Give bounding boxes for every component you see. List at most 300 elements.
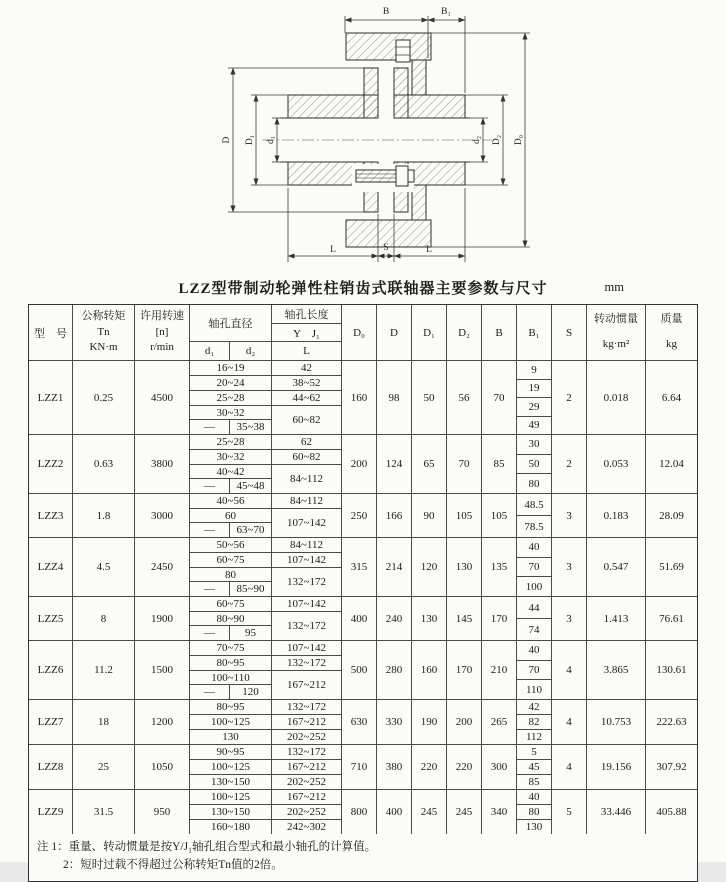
bore-diameter-row: 25~28 [216, 392, 245, 404]
bore-length-group [190, 553, 341, 568]
dim-D-cell: 280 [377, 641, 412, 699]
dim-D0-cell: 630 [342, 700, 377, 744]
header-d2: d₂ [245, 345, 256, 357]
bore-diameter-column [190, 553, 272, 567]
table-row [29, 641, 697, 700]
dim-D0-cell: 315 [342, 538, 377, 596]
bore-diameter-column [190, 760, 272, 774]
bore-cell [190, 745, 342, 789]
dim-label-D2: D₂ [492, 134, 502, 146]
torque-cell: 31.5 [73, 790, 135, 834]
bore-diameter-row: 60~75 [216, 598, 245, 610]
speed-cell: 950 [135, 790, 190, 834]
dim-D2-cell: 145 [447, 597, 482, 640]
torque-cell: 25 [73, 745, 135, 789]
bore-length-cell: 44~62 [292, 392, 321, 404]
dim-D0-cell: 800 [342, 790, 377, 834]
bore-diameter-column [190, 671, 272, 699]
header-bore [190, 305, 342, 360]
b1-value-cell: 112 [525, 731, 543, 743]
bore-diameter-row: 90~95 [216, 746, 245, 758]
torque-cell: 0.25 [73, 361, 135, 434]
header-d1: d₁ [190, 342, 230, 360]
bore-diameter-row: 130~150 [211, 806, 250, 818]
d1-cell: — [190, 420, 230, 434]
bore-cell [190, 597, 342, 640]
bore-diameter-column [190, 509, 272, 537]
dim-B-cell: 105 [482, 494, 517, 537]
bore-length-group [190, 820, 341, 834]
bore-length-cell: 60~82 [292, 451, 321, 463]
bore-length-cell: 132~172 [287, 657, 326, 669]
header-inertia-line: 转动惯量 [594, 313, 638, 326]
s-cell: 4 [552, 745, 587, 789]
b1-value-cell: 40 [517, 538, 551, 558]
dim-D0-cell: 160 [342, 361, 377, 434]
b1-value-cell: 44 [517, 597, 551, 619]
bore-cell [190, 361, 342, 434]
dim-D0-cell: 400 [342, 597, 377, 640]
b1-value-cell: 48.5 [517, 494, 551, 516]
dim-D-cell: 214 [377, 538, 412, 596]
bore-diameter-row: 80 [190, 568, 271, 582]
bore-length-cell: 62 [301, 436, 312, 448]
d2-cell: 85~90 [236, 583, 265, 595]
bore-cell [190, 790, 342, 834]
bore-diameter-column [190, 361, 272, 375]
bore-length-cell: 84~112 [289, 495, 324, 507]
d2-cell: 63~70 [236, 524, 265, 536]
dim-B-cell: 300 [482, 745, 517, 789]
mass-cell: 76.61 [659, 612, 684, 625]
b1-value-cell: 49 [528, 419, 540, 432]
bore-diameter-column [190, 612, 272, 640]
dim-D-cell: 166 [377, 494, 412, 537]
dim-D1-cell: 120 [412, 538, 447, 596]
speed-cell: 2450 [135, 538, 190, 596]
bore-diameter-column [190, 494, 272, 508]
d1-cell: — [190, 626, 230, 640]
pin-bolt-detail [352, 164, 414, 192]
b1-value-cell: 100 [525, 580, 543, 593]
b1-column [517, 700, 552, 744]
bore-length-group [190, 805, 341, 820]
speed-cell: 3000 [135, 494, 190, 537]
bore-diameter-row: 100~125 [211, 716, 250, 728]
dim-D0-cell: 710 [342, 745, 377, 789]
dim-B-cell: 85 [482, 435, 517, 493]
header-torque [73, 305, 135, 360]
mass-cell: 130.61 [656, 664, 687, 676]
bore-diameter-column [190, 641, 272, 655]
bore-cell [190, 494, 342, 537]
dim-label-D: D [222, 136, 232, 144]
bore-diameter-column [190, 805, 272, 819]
bore-diameter-row: 130~150 [211, 776, 250, 788]
s-cell: 3 [552, 494, 587, 537]
s-cell: 2 [552, 435, 587, 493]
table-row [29, 538, 697, 597]
header-inertia [587, 305, 646, 360]
d2-cell: 120 [242, 686, 259, 698]
table-notes [29, 834, 697, 881]
bore-length-group [190, 509, 341, 537]
bore-length-cell: 167~212 [287, 716, 326, 728]
bore-length-group [190, 376, 341, 391]
inertia-cell: 33.446 [587, 790, 646, 834]
torque-cell: 4.5 [73, 538, 135, 596]
bore-length-group [190, 465, 341, 493]
mass-cell: 28.09 [659, 509, 684, 522]
b1-value-cell: 80 [528, 477, 540, 490]
header-D1: D₁ [412, 305, 447, 360]
table-row [29, 745, 697, 790]
bore-diameter-row: 20~24 [216, 377, 245, 389]
s-cell: 5 [552, 790, 587, 834]
inertia-cell: 0.547 [587, 538, 646, 596]
model-cell: LZZ3 [29, 494, 73, 537]
dim-label-D0: D₀ [514, 134, 524, 146]
bore-length-cell: 60~82 [292, 414, 321, 426]
table-row [29, 700, 697, 745]
bore-cell [190, 700, 342, 744]
dim-D1-cell: 90 [412, 494, 447, 537]
inertia-cell: 19.156 [587, 745, 646, 789]
coupling-section-drawing [0, 0, 726, 272]
dim-B-cell: 135 [482, 538, 517, 596]
page-title: LZZ型带制动轮弹性柱销齿式联轴器主要参数与尺寸 [178, 280, 548, 297]
title-row [0, 272, 726, 302]
s-cell: 3 [552, 538, 587, 596]
dim-label-D1: D₁ [245, 134, 255, 146]
table-body [29, 361, 697, 834]
s-cell: 2 [552, 361, 587, 434]
bore-diameter-column [190, 597, 272, 611]
dim-D2-cell: 245 [447, 790, 482, 834]
b1-value-cell: 80 [517, 805, 551, 820]
speed-cell: 1500 [135, 641, 190, 699]
bore-length-cell: 132~172 [287, 576, 326, 588]
bore-length-group [190, 700, 341, 715]
bore-length-group [190, 775, 341, 789]
bore-length-group [190, 641, 341, 656]
header-bore-length-group [272, 305, 341, 360]
bore-diameter-column [190, 538, 272, 552]
dim-label-L-right: L [426, 245, 432, 255]
header-bore-length: 轴孔长度 [284, 308, 329, 321]
bore-diameter-column [190, 568, 272, 596]
bore-length-group [190, 612, 341, 640]
header-mass-line: 质量 [660, 313, 683, 326]
header-speed-line: 许用转速 [140, 309, 184, 322]
dim-D2-cell: 130 [447, 538, 482, 596]
model-cell: LZZ4 [29, 538, 73, 596]
dim-D1-cell: 160 [412, 641, 447, 699]
bore-diameter-column [190, 376, 272, 390]
b1-value-cell: 29 [517, 398, 551, 417]
bore-length-group [190, 597, 341, 612]
bore-length-cell: 242~302 [287, 821, 326, 833]
b1-value-cell: 78.5 [524, 520, 544, 533]
dim-label-S: S [383, 243, 389, 253]
model-cell: LZZ6 [29, 641, 73, 699]
s-cell: 3 [552, 597, 587, 640]
b1-value-cell: 130 [525, 821, 543, 833]
b1-value-cell: 30 [517, 435, 551, 455]
b1-value-cell: 19 [517, 380, 551, 399]
dim-D-cell: 98 [377, 361, 412, 434]
bore-length-group [190, 745, 341, 760]
torque-cell: 11.2 [73, 641, 135, 699]
bore-length-cell: 202~252 [287, 731, 326, 743]
header-speed-line: r/min [150, 341, 174, 354]
model-cell: LZZ2 [29, 435, 73, 493]
bore-diameter-row: 100~110 [190, 671, 271, 685]
dim-D-cell: 400 [377, 790, 412, 834]
bore-diameter-column [190, 406, 272, 434]
d2-cell: 45~48 [236, 480, 265, 492]
bore-length-group [190, 790, 341, 805]
b1-value-cell: 42 [517, 700, 551, 715]
header-D2: D₂ [447, 305, 482, 360]
bore-length-cell: 132~172 [287, 620, 326, 632]
bore-cell [190, 641, 342, 699]
inertia-cell: 0.053 [587, 435, 646, 493]
speed-cell: 3800 [135, 435, 190, 493]
bore-diameter-row: 80~95 [216, 657, 245, 669]
table-row [29, 597, 697, 641]
b1-value-cell: 110 [525, 683, 543, 696]
table-row [29, 435, 697, 494]
bore-diameter-column [190, 730, 272, 744]
header-torque-line: KN·m [89, 341, 118, 354]
b1-value-cell: 70 [517, 661, 551, 681]
header-inertia-line: kg·m² [602, 337, 630, 350]
dim-D2-cell: 56 [447, 361, 482, 434]
bore-diameter-row [190, 582, 271, 596]
header-speed [135, 305, 190, 360]
torque-cell: 1.8 [73, 494, 135, 537]
bore-length-cell: 38~52 [292, 377, 321, 389]
inertia-cell: 0.018 [587, 361, 646, 434]
model-cell: LZZ8 [29, 745, 73, 789]
header-S: S [552, 305, 587, 360]
parameters-table [28, 304, 698, 882]
header-bore-length-type: Y J₁ [272, 323, 341, 342]
header-bore-diameter: 轴孔直径 [208, 318, 253, 330]
bore-length-group [190, 760, 341, 775]
bore-length-cell: 167~212 [287, 679, 326, 691]
bore-length-cell: 107~142 [287, 598, 326, 610]
dim-B-cell: 265 [482, 700, 517, 744]
inertia-cell: 10.753 [587, 700, 646, 744]
mass-cell: 51.69 [659, 561, 684, 573]
bore-length-group [190, 568, 341, 596]
coupling-drawing-svg [0, 0, 726, 272]
b1-column [517, 790, 552, 834]
unit-label: mm [604, 280, 624, 294]
bore-diameter-column [190, 715, 272, 729]
b1-value-cell: 70 [517, 558, 551, 578]
header-D: D [377, 305, 412, 360]
d1-cell: — [190, 479, 230, 493]
bore-length-group [190, 391, 341, 406]
header-D0: D₀ [342, 305, 377, 360]
bore-diameter-column [190, 450, 272, 464]
bore-diameter-row: 50~56 [216, 539, 245, 551]
dim-D1-cell: 190 [412, 700, 447, 744]
dim-label-B1: B₁ [441, 7, 451, 17]
dim-D-cell: 240 [377, 597, 412, 640]
note-line-2: 2：短时过载不得超过公称转矩Tn值的2倍。 [63, 858, 283, 871]
header-B1: B₁ [517, 305, 552, 360]
mass-cell: 6.64 [661, 391, 682, 404]
bore-length-cell: 84~112 [289, 473, 324, 485]
bore-length-cell: 107~142 [287, 642, 326, 654]
dim-D1-cell: 50 [412, 361, 447, 434]
bore-length-group [190, 671, 341, 699]
speed-cell: 1200 [135, 700, 190, 744]
dim-D1-cell: 220 [412, 745, 447, 789]
speed-cell: 4500 [135, 361, 190, 434]
dim-D-cell: 330 [377, 700, 412, 744]
header-L: L [272, 341, 341, 360]
bore-diameter-column [190, 435, 272, 449]
bore-diameter-row: 100~125 [211, 761, 250, 773]
bore-diameter-column [190, 745, 272, 759]
dim-D2-cell: 70 [447, 435, 482, 493]
bore-diameter-row: 30~32 [190, 406, 271, 420]
mass-cell: 222.63 [656, 716, 687, 728]
bore-diameter-row: 70~75 [216, 642, 245, 654]
bore-diameter-row: 40~42 [190, 465, 271, 479]
b1-value-cell: 9 [517, 361, 551, 380]
b1-value-cell: 40 [517, 790, 551, 805]
dim-D2-cell: 170 [447, 641, 482, 699]
d2-cell: 95 [245, 627, 256, 639]
bore-diameter-row [190, 685, 271, 699]
header-d-split [190, 341, 271, 360]
b1-value-cell: 85 [528, 776, 540, 788]
bore-diameter-row: 40~56 [216, 495, 245, 507]
speed-cell: 1050 [135, 745, 190, 789]
bore-diameter-row: 30~32 [216, 451, 245, 463]
model-cell: LZZ1 [29, 361, 73, 434]
header-torque-line: Tn [97, 325, 110, 338]
header-speed-line: [n] [155, 325, 169, 338]
b1-value-cell: 50 [517, 455, 551, 475]
b1-value-cell: 40 [517, 641, 551, 661]
bore-diameter-column [190, 775, 272, 789]
mass-cell: 12.04 [659, 458, 684, 470]
dim-label-B: B [382, 7, 390, 17]
inertia-cell: 1.413 [587, 597, 646, 640]
bore-diameter-row: 80~90 [190, 612, 271, 626]
model-cell: LZZ5 [29, 597, 73, 640]
dim-D1-cell: 245 [412, 790, 447, 834]
dim-D2-cell: 200 [447, 700, 482, 744]
note-line-1: 注 1：重量、转动惯量是按Y/J₁轴孔组合型式和最小轴孔的计算值。 [37, 841, 377, 853]
table-row [29, 494, 697, 538]
bore-diameter-row: 80~95 [216, 701, 245, 713]
dim-B-cell: 340 [482, 790, 517, 834]
bore-diameter-column [190, 465, 272, 493]
bore-diameter-row [190, 420, 271, 434]
dim-D0-cell: 250 [342, 494, 377, 537]
d2-cell: 35~38 [236, 421, 265, 433]
bore-length-cell: 107~142 [287, 554, 326, 566]
b1-column [517, 745, 552, 789]
d1-cell: — [190, 582, 230, 596]
model-cell: LZZ7 [29, 700, 73, 744]
dim-D2-cell: 105 [447, 494, 482, 537]
d1-cell: — [190, 523, 230, 537]
bore-length-cell: 107~142 [287, 517, 326, 529]
bore-diameter-column [190, 820, 272, 834]
model-cell: LZZ9 [29, 790, 73, 834]
dim-D1-cell: 65 [412, 435, 447, 493]
dim-D0-cell: 200 [342, 435, 377, 493]
header-mass-line: kg [666, 337, 677, 350]
bore-length-cell: 202~252 [287, 806, 326, 818]
bore-length-cell: 132~172 [287, 701, 326, 713]
dim-B-cell: 210 [482, 641, 517, 699]
b1-value-cell: 5 [517, 745, 551, 760]
dim-label-L-left: L [330, 245, 336, 255]
inertia-cell: 0.183 [587, 494, 646, 537]
bore-diameter-row [190, 479, 271, 493]
bore-length-group [190, 450, 341, 465]
bore-diameter-row: 60 [190, 509, 271, 523]
bore-diameter-row: 100~125 [211, 791, 250, 803]
bore-length-group [190, 538, 341, 553]
bore-diameter-row [190, 626, 271, 640]
bore-length-cell: 42 [301, 362, 312, 374]
bore-length-group [190, 715, 341, 730]
header-torque-line: 公称转矩 [81, 309, 126, 322]
bore-diameter-row: 16~19 [216, 362, 245, 374]
bore-diameter-column [190, 790, 272, 804]
bore-length-group [190, 656, 341, 671]
dim-B-cell: 70 [482, 361, 517, 434]
bore-length-group [190, 361, 341, 376]
mass-cell: 307.92 [656, 761, 687, 773]
bore-diameter-row [190, 523, 271, 537]
b1-column [517, 538, 552, 596]
d1-cell: — [190, 685, 230, 699]
s-cell: 4 [552, 641, 587, 699]
dim-D0-cell: 500 [342, 641, 377, 699]
bore-length-group [190, 406, 341, 434]
bore-length-cell: 167~212 [287, 791, 326, 803]
torque-cell: 0.63 [73, 435, 135, 493]
b1-column [517, 597, 552, 640]
bore-length-cell: 167~212 [287, 761, 326, 773]
b1-value-cell: 74 [528, 623, 540, 636]
torque-cell: 18 [73, 700, 135, 744]
bore-cell [190, 435, 342, 493]
b1-column [517, 641, 552, 699]
pin-detail-top [396, 40, 410, 62]
bore-length-cell: 202~252 [287, 776, 326, 788]
s-cell: 4 [552, 700, 587, 744]
header-model: 型 号 [29, 305, 73, 360]
dim-label-d1: d₁ [266, 135, 276, 145]
speed-cell: 1900 [135, 597, 190, 640]
bore-length-group [190, 730, 341, 744]
bore-length-group [190, 494, 341, 509]
bore-diameter-row: 130 [222, 731, 239, 743]
